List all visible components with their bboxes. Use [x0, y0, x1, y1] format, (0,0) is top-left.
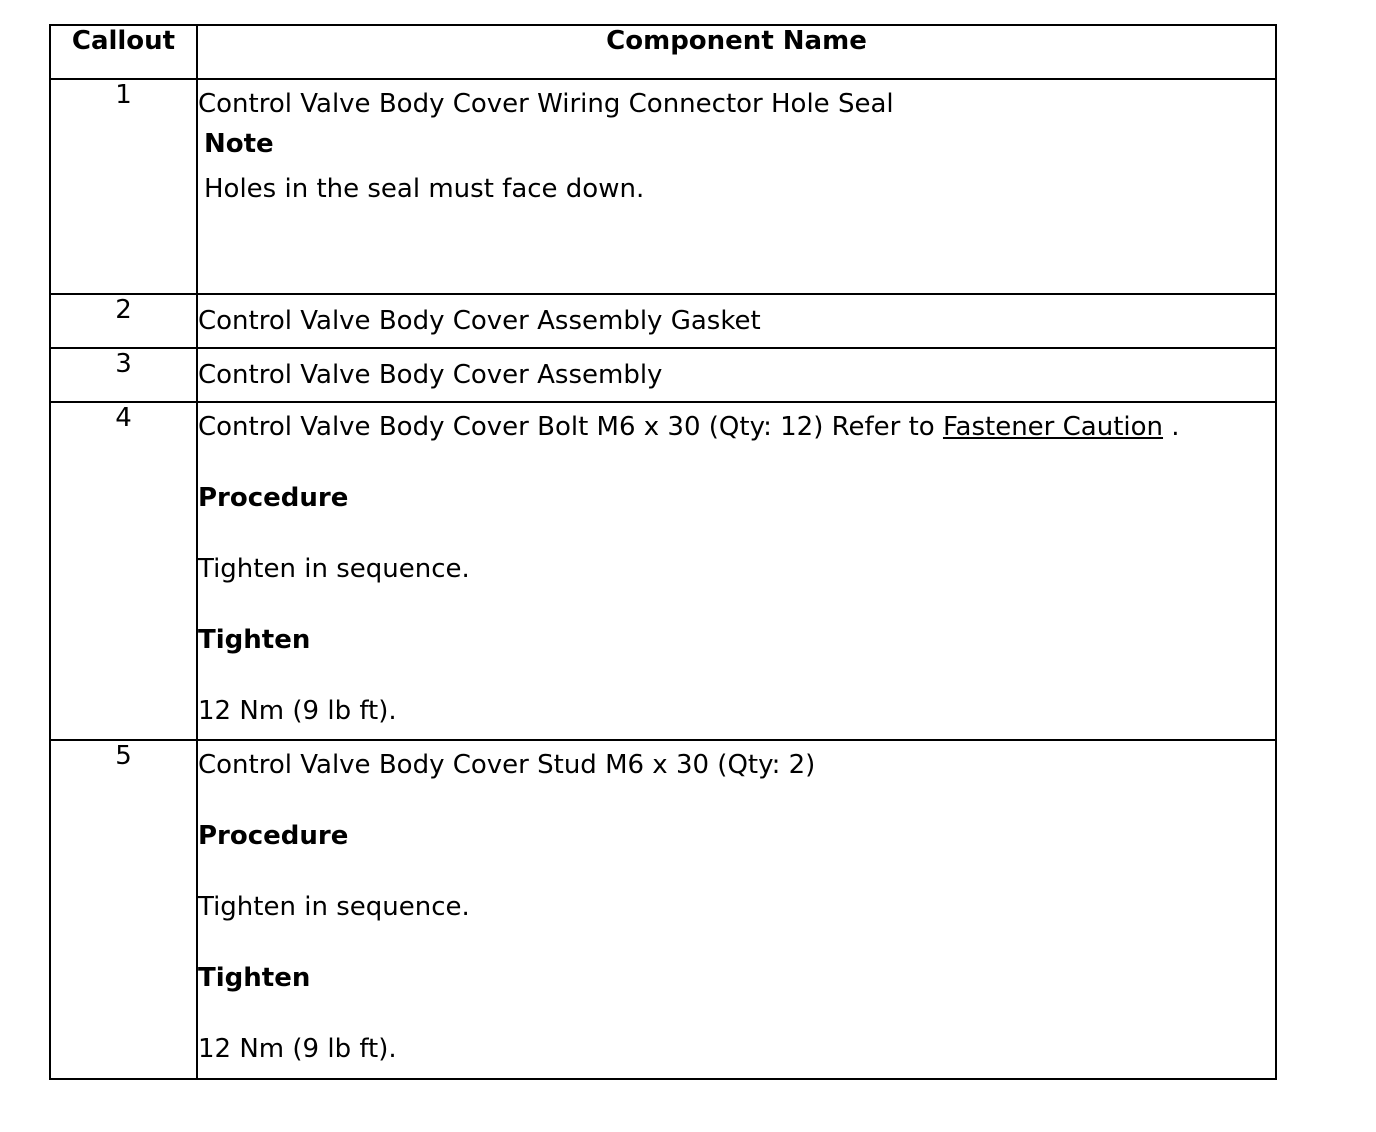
header-row [50, 25, 1276, 79]
callout-cell: 1 [50, 79, 197, 294]
component-name-prefix: Control Valve Body Cover Bolt M6 x 30 (Qty: 12) Refer to [198, 412, 943, 442]
note-label: Note [204, 129, 274, 159]
component-name: Control Valve Body Cover Stud M6 x 30 (Qty: 2) [198, 750, 816, 780]
component-cell [197, 79, 1276, 294]
fastener-caution-link[interactable]: Fastener Caution [942, 412, 1164, 442]
callout-cell: 5 [50, 740, 197, 1079]
procedure-text: Tighten in sequence. [198, 892, 470, 922]
procedure-label: Procedure [198, 483, 349, 513]
component-name: Control Valve Body Cover Assembly [198, 360, 663, 390]
tighten-label: Tighten [198, 625, 311, 655]
callout-header: Callout [50, 25, 197, 79]
component-name-suffix: . [1163, 412, 1180, 442]
table-row [50, 740, 1276, 1079]
component-name [198, 409, 1275, 445]
note-text: Holes in the seal must face down. [204, 174, 645, 204]
component-cell [197, 294, 1276, 348]
procedure-text: Tighten in sequence. [198, 554, 470, 584]
table-row [50, 402, 1276, 740]
table-row [50, 79, 1276, 294]
callout-cell: 2 [50, 294, 197, 348]
component-cell [197, 348, 1276, 402]
component-name-header: Component Name [197, 25, 1276, 79]
table-row [50, 348, 1276, 402]
tighten-value: 12 Nm (9 lb ft). [198, 696, 397, 726]
tighten-label: Tighten [198, 963, 311, 993]
callout-cell: 4 [50, 402, 197, 740]
table-row [50, 294, 1276, 348]
tighten-value: 12 Nm (9 lb ft). [198, 1034, 397, 1064]
component-cell [197, 402, 1276, 740]
component-name: Control Valve Body Cover Wiring Connector Hole Seal [198, 89, 894, 119]
component-name: Control Valve Body Cover Assembly Gasket [198, 306, 761, 336]
procedure-label: Procedure [198, 821, 349, 851]
components-table [49, 24, 1277, 1080]
callout-cell: 3 [50, 348, 197, 402]
component-cell [197, 740, 1276, 1079]
